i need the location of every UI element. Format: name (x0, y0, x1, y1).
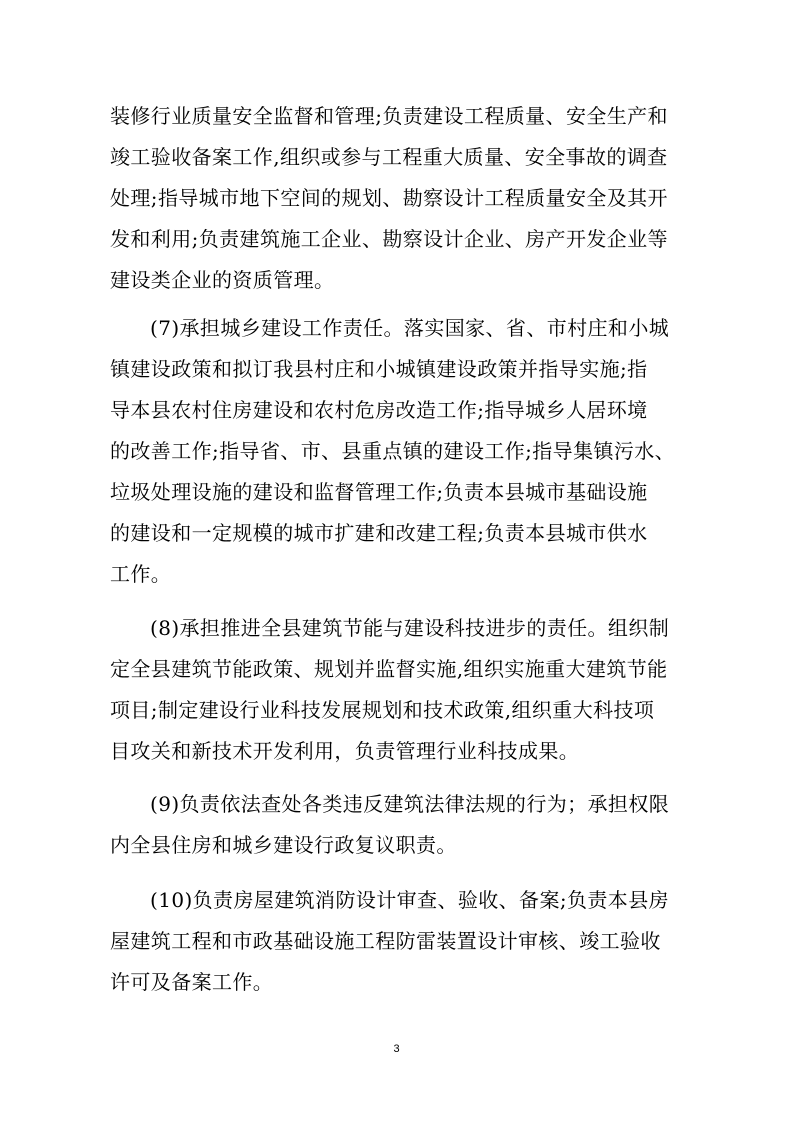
paragraph-line: 项目;制定建设行业科技发展规划和技术政策,组织重大科技项 (110, 698, 655, 722)
paragraph-first-line: (9)负责依法查处各类违反建筑法律法规的行为；承担权限 (150, 792, 670, 816)
paragraph-line: 处理;指导城市地下空间的规划、勘察设计工程质量安全及其开 (110, 186, 668, 210)
paragraph-line: 内全县住房和城乡建设行政复议职责。 (110, 833, 457, 857)
paragraph-first-line: (7)承担城乡建设工作责任。落实国家、省、市村庄和小城 (150, 316, 670, 340)
paragraph-line: 工作。 (110, 562, 172, 586)
paragraph-line: 屋建筑工程和市政基础设施工程防雷装置设计审核、竣工验收 (110, 929, 661, 953)
paragraph-line: 镇建设政策和拟订我县村庄和小城镇建设政策并指导实施;指 (110, 357, 648, 381)
paragraph-line: 许可及备案工作。 (110, 970, 274, 994)
paragraph-line: 竣工验收备案工作,组织或参与工程重大质量、安全事故的调查 (110, 145, 668, 169)
paragraph-line: 定全县建筑节能政策、规划并监督实施,组织实施重大建筑节能 (110, 657, 668, 681)
paragraph-line: 的建设和一定规模的城市扩建和改建工程;负责本县城市供水 (110, 521, 648, 545)
paragraph-line: 的改善工作;指导省、市、县重点镇的建设工作;指导集镇污水、 (110, 439, 676, 463)
paragraph-first-line: (8)承担推进全县建筑节能与建设科技进步的责任。组织制 (150, 616, 670, 640)
paragraph-line: 目攻关和新技术开发利用，负责管理行业科技成果。 (110, 739, 580, 763)
paragraph-line: 装修行业质量安全监督和管理;负责建设工程质量、安全生产和 (110, 104, 668, 128)
paragraph-line: 垃圾处理设施的建设和监督管理工作;负责本县城市基础设施 (110, 480, 648, 504)
paragraph-line: 建设类企业的资质管理。 (110, 268, 335, 292)
paragraph-first-line: (10)负责房屋建筑消防设计审查、验收、备案;负责本县房 (150, 888, 669, 912)
paragraph-line: 发和利用;负责建筑施工企业、勘察设计企业、房产开发企业等 (110, 227, 668, 251)
page-number: 3 (393, 1043, 400, 1055)
paragraph-line: 导本县农村住房建设和农村危房改造工作;指导城乡人居环境 (110, 398, 648, 422)
